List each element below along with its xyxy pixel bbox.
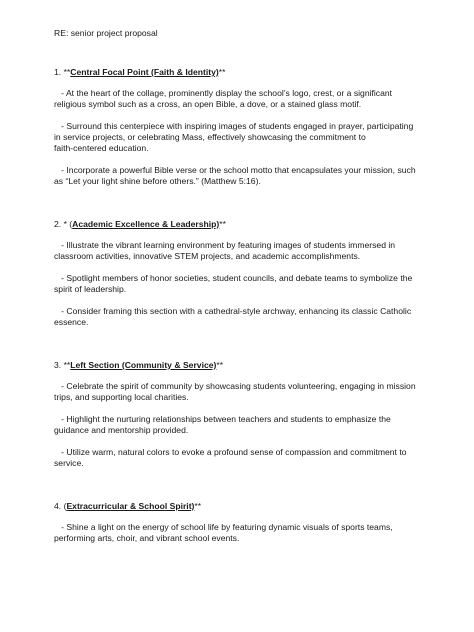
paragraph-line: service. xyxy=(54,458,84,468)
section-prefix: ** xyxy=(63,360,71,370)
paragraph-line: - Incorporate a powerful Bible verse or the school motto that encapsulates your mission, such xyxy=(54,165,416,175)
section-suffix: ** xyxy=(216,360,224,370)
section-suffix: ** xyxy=(194,501,202,511)
paragraph-line: - Celebrate the spirit of community by showcasing students volunteering, engaging in mission xyxy=(54,381,416,391)
section-heading-3 xyxy=(54,360,223,371)
section-title: Academic Excellence & Leadership) xyxy=(72,219,220,229)
paragraph-line: as “Let your light shine before others.” (Matthew 5:16). xyxy=(54,176,261,186)
paragraph-line: - Illustrate the vibrant learning environment by featuring images of students immersed in xyxy=(54,240,396,250)
paragraph-line: - At the heart of the collage, prominently display the school’s logo, crest, or a significant xyxy=(54,88,393,98)
section-prefix: ** xyxy=(63,67,71,77)
paragraph-line: classroom activities, innovative STEM projects, and academic accomplishments. xyxy=(54,251,361,261)
paragraph-line: - Spotlight members of honor societies, student councils, and debate teams to symbolize the xyxy=(54,273,413,283)
section-suffix: ** xyxy=(218,67,226,77)
paragraph-line: essence. xyxy=(54,317,89,327)
paragraph-line: faith-centered education. xyxy=(54,143,149,153)
paragraph-line: performing arts, choir, and vibrant school events. xyxy=(54,533,240,543)
section-title: Extracurricular & School Spirit) xyxy=(66,501,195,511)
section-prefix: * ( xyxy=(63,219,73,229)
paragraph-line: - Consider framing this section with a cathedral-style archway, enhancing its classic Catholic xyxy=(54,306,412,316)
section-heading-1 xyxy=(54,67,225,78)
section-heading-4 xyxy=(54,501,201,512)
paragraph-line: - Highlight the nurturing relationships between teachers and students to emphasize the xyxy=(54,414,391,424)
paragraph-line: trips, and supporting local charities. xyxy=(54,392,189,402)
section-number: 2. xyxy=(54,219,64,229)
paragraph-line: - Utilize warm, natural colors to evoke a profound sense of compassion and commitment to xyxy=(54,447,407,457)
paragraph-line: guidance and mentorship provided. xyxy=(54,425,189,435)
section-number: 1. xyxy=(54,67,64,77)
section-prefix: ( xyxy=(63,501,67,511)
paragraph-line: - Shine a light on the energy of school life by featuring dynamic visuals of sports teams, xyxy=(54,522,393,532)
section-heading-2 xyxy=(54,219,226,230)
section-suffix: ** xyxy=(219,219,226,229)
document-header: RE: senior project proposal xyxy=(54,28,158,38)
section-title: Left Section (Community & Service) xyxy=(70,360,217,370)
paragraph-line: religious symbol such as a cross, an open Bible, a dove, or a stained glass motif. xyxy=(54,99,362,109)
paragraph-line: spirit of leadership. xyxy=(54,284,127,294)
section-number: 3. xyxy=(54,360,64,370)
paragraph-line: - Surround this centerpiece with inspiring images of students engaged in prayer, participating xyxy=(54,121,414,131)
section-number: 4. xyxy=(54,501,64,511)
paragraph-line: in service projects, or celebrating Mass, effectively showcasing the commitment to xyxy=(54,132,366,142)
section-title: Central Focal Point (Faith & Identity) xyxy=(70,67,219,77)
